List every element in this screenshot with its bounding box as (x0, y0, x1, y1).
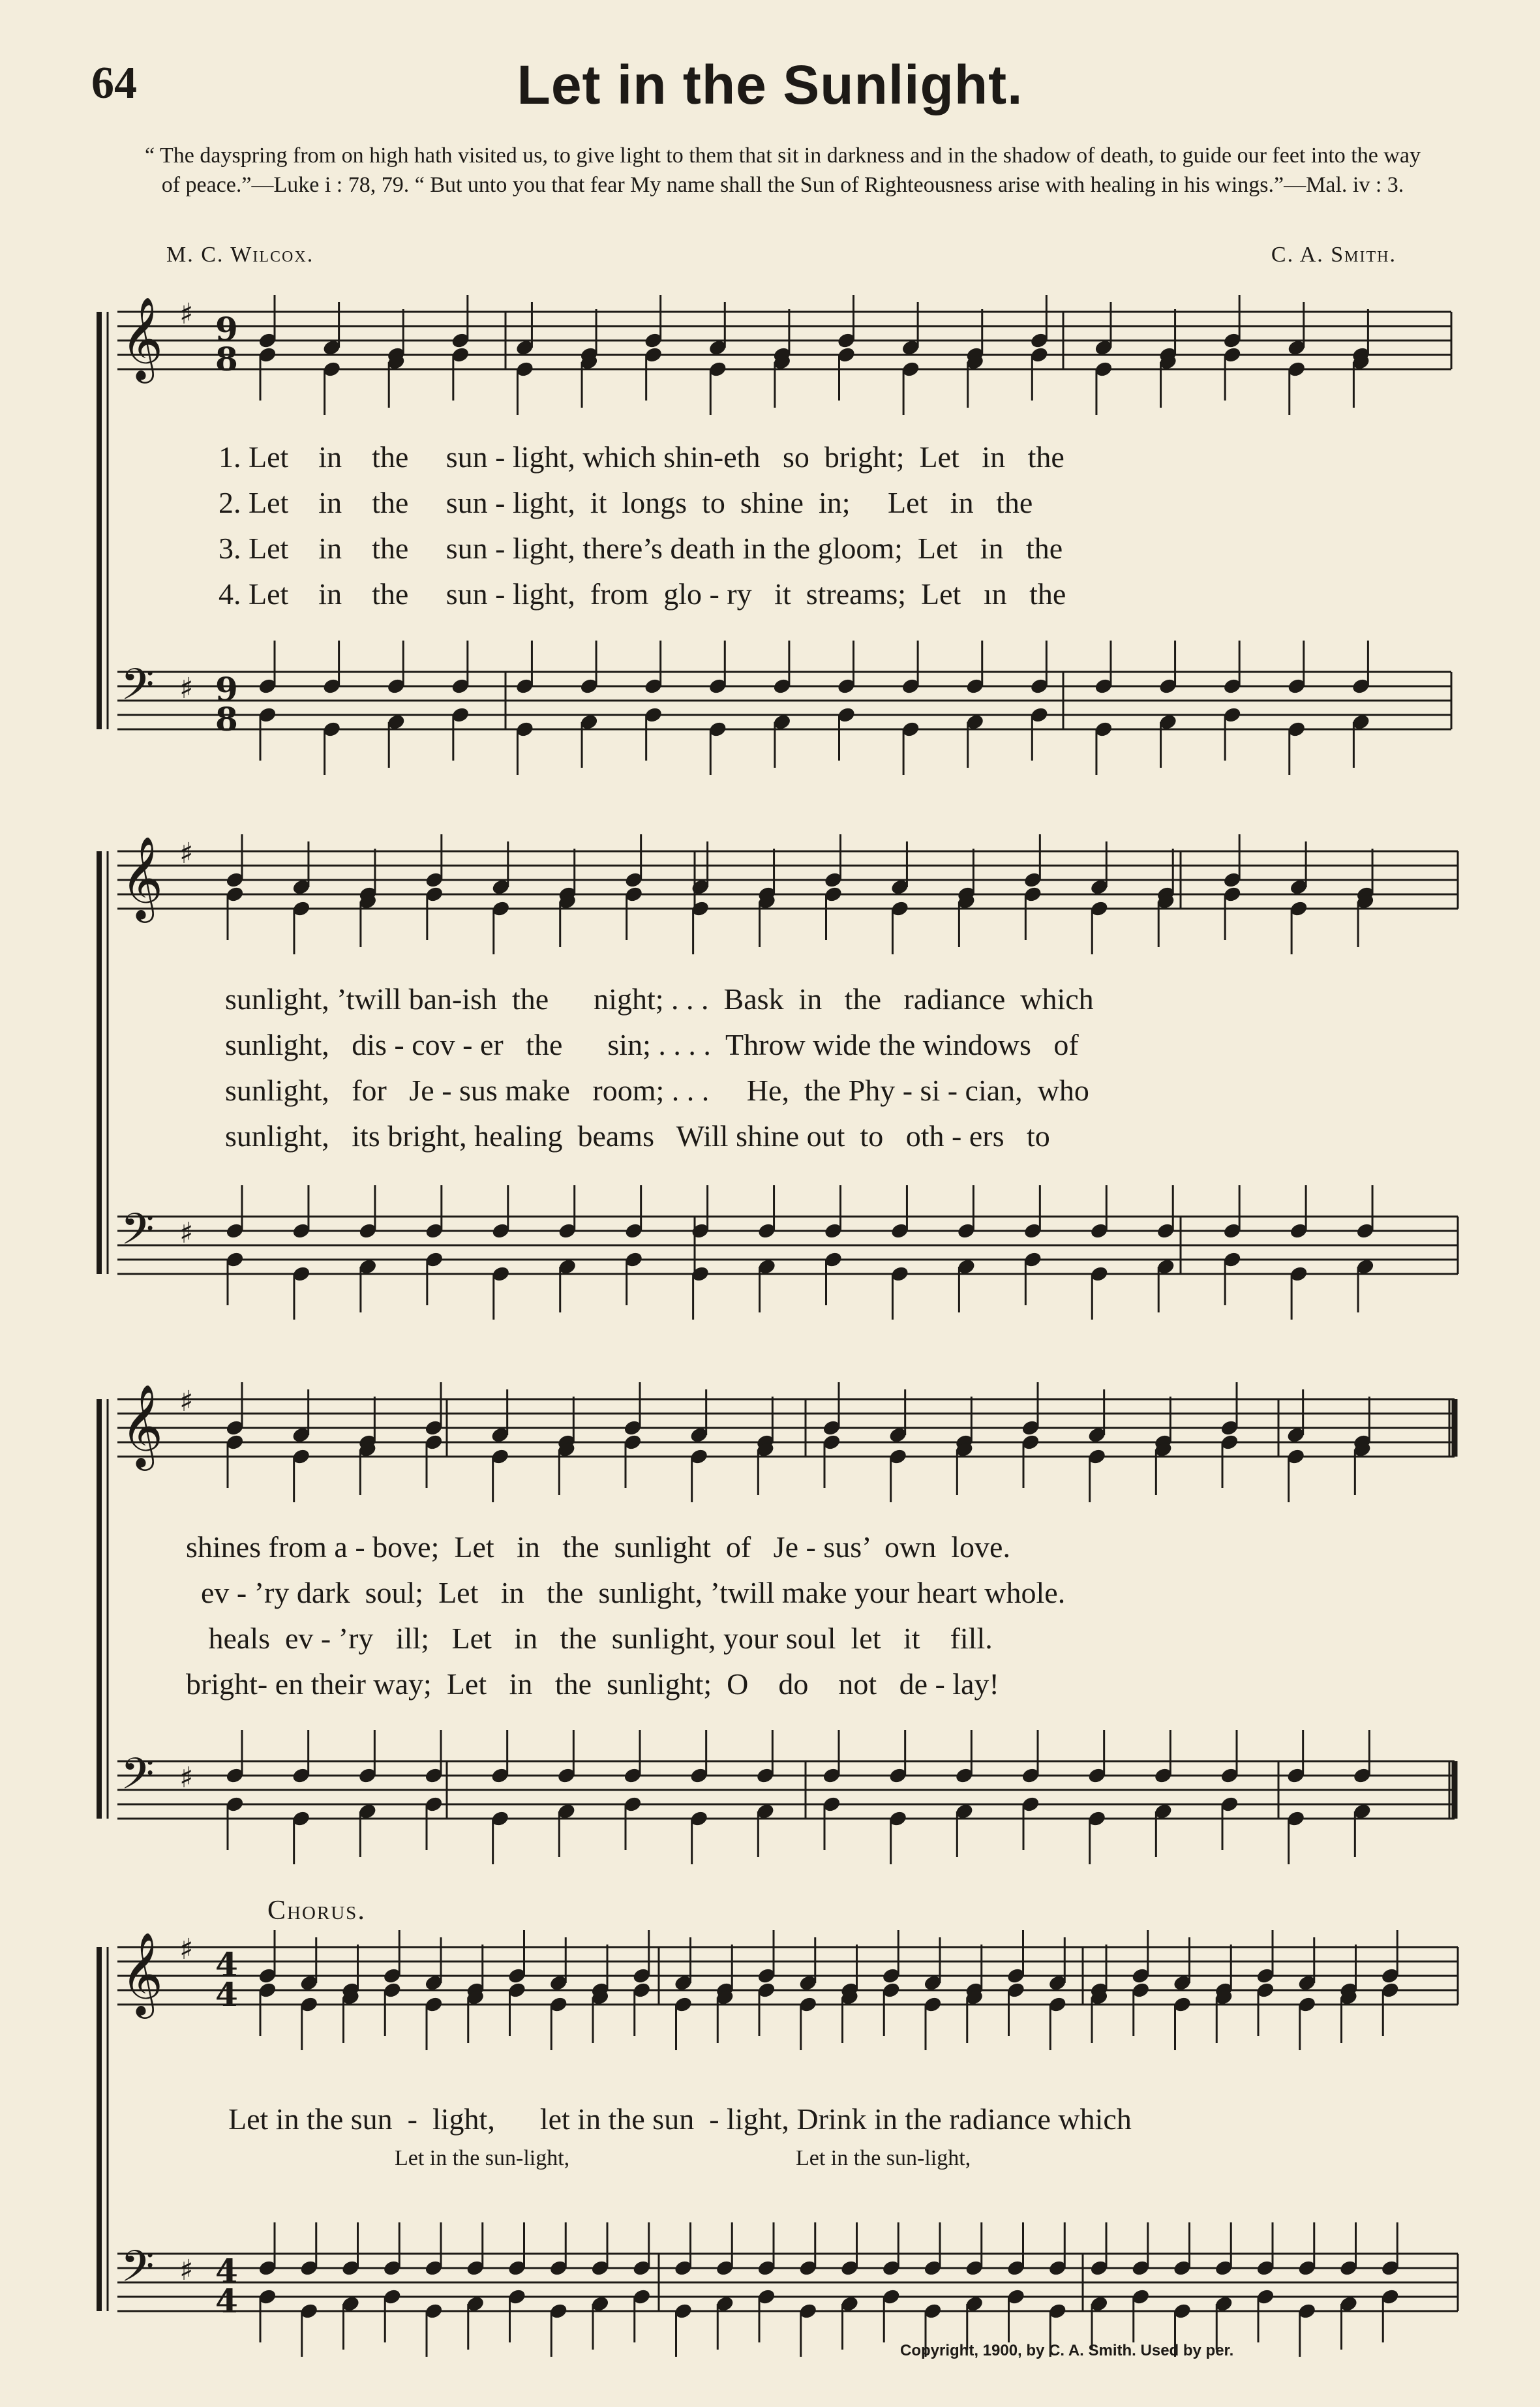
bass-echo-lyric: Let in the sun-light, (395, 2146, 570, 2170)
verse-line-1: shines from a - bove; Let in the sunlight of Je - sus’ own love. (186, 1530, 1010, 1564)
key-signature-sharp: ♯ (179, 1217, 194, 1250)
verse-line-3: 3. Let in the sun - light, there’s death in the gloom; Let in the (219, 532, 1063, 565)
treble-clef: 𝄞 (121, 836, 164, 919)
key-signature-sharp: ♯ (179, 1385, 194, 1418)
key-signature-sharp: ♯ (179, 837, 194, 870)
key-signature-sharp: ♯ (179, 1933, 194, 1966)
verse-line-3: heals ev - ’ry ill; Let in the sunlight, your soul let it fill. (186, 1622, 993, 1655)
time-signature-bottom: 4 (215, 1975, 238, 2014)
key-signature-sharp: ♯ (179, 297, 194, 331)
composer-credit: C. A. Smith. (1271, 243, 1397, 267)
verse-line-2: 2. Let in the sun - light, it longs to shine in; Let in the (219, 486, 1033, 519)
bass-echo-lyric: Let in the sun-light, (796, 2146, 971, 2170)
time-signature-top: 9 (215, 310, 238, 348)
chorus-label: Chorus. (267, 1896, 366, 1926)
verse-line-2: sunlight, dis - cov - er the sin; . . . . Throw wide the windows of (225, 1028, 1079, 1061)
bass-clef: 𝄢 (121, 2241, 155, 2302)
verse-line-4: bright- en their way; Let in the sunlight; O do not de - lay! (186, 1667, 999, 1701)
hymn-title: Let in the Sunlight. (517, 54, 1023, 115)
chorus-lyric-line: Let in the sun - light, let in the sun - light, Drink in the radiance which (228, 2102, 1132, 2136)
bass-clef: 𝄢 (121, 1204, 155, 1265)
treble-clef: 𝄞 (121, 296, 164, 380)
verse-line-4: sunlight, its bright, healing beams Will shine out to oth - ers to (225, 1119, 1050, 1153)
time-signature-bottom: 4 (215, 2282, 238, 2320)
verse-line-2: ev - ’ry dark soul; Let in the sunlight, ’twill make your heart whole. (186, 1576, 1066, 1609)
key-signature-sharp: ♯ (179, 2254, 194, 2287)
time-signature-bottom: 8 (215, 340, 238, 378)
treble-clef: 𝄞 (121, 1384, 164, 1467)
time-signature-top: 4 (215, 2252, 238, 2290)
treble-clef: 𝄞 (121, 1931, 164, 2015)
key-signature-sharp: ♯ (179, 672, 194, 705)
verse-line-3: sunlight, for Je - sus make room; . . . He, the Phy - si - cian, who (225, 1074, 1089, 1107)
time-signature-top: 4 (215, 1945, 238, 1984)
verse-line-4: 4. Let in the sun - light, from glo - ry it streams; Let ın the (219, 577, 1066, 611)
lyricist-credit: M. C. Wilcox. (166, 243, 314, 267)
scripture-epigraph: “ The dayspring from on high hath visited us, to give light to them that sit in darkness and in the shadow of death, to guide our feet into the way of peace.”—Luke i : 78, 79. “ But unto you that fear My name shall the Sun of Righteousness arise with healing in his wings.”—Mal. iv : 3. (145, 144, 1421, 197)
key-signature-sharp: ♯ (179, 1761, 194, 1794)
verse-line-1: 1. Let in the sun - light, which shin-eth so bright; Let in the (219, 440, 1064, 474)
time-signature-bottom: 8 (215, 700, 238, 738)
page-number: 64 (91, 58, 137, 108)
time-signature-top: 9 (215, 670, 238, 708)
bass-clef: 𝄢 (121, 1749, 155, 1809)
verse-line-1: sunlight, ’twill ban-ish the night; . . . Bask in the radiance which (225, 982, 1094, 1016)
copyright-notice: Copyright, 1900, by C. A. Smith. Used by per. (900, 2342, 1234, 2359)
bass-clef: 𝄢 (121, 659, 155, 720)
